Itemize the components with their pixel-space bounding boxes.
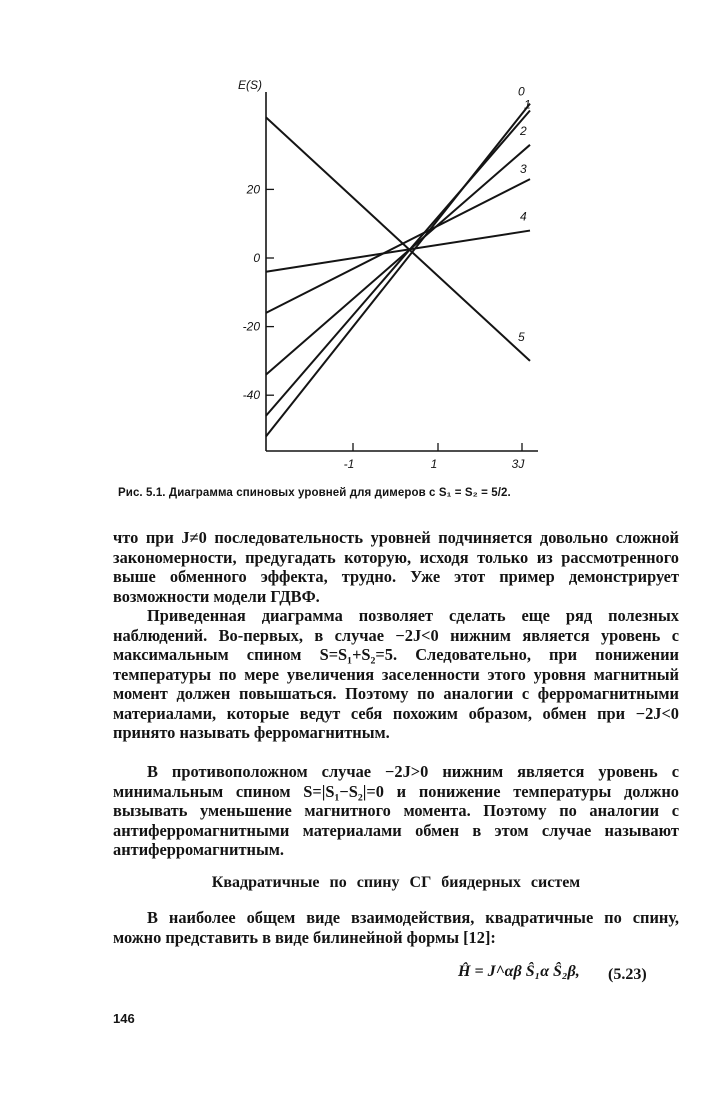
y-axis-label: E(S) (238, 78, 262, 92)
paragraph-3 (113, 762, 679, 860)
series-label-4: 4 (520, 209, 527, 224)
section-heading: Квадратичные по спину СГ биядерных систем (211, 874, 581, 891)
y-tick-label: -20 (242, 319, 260, 334)
paragraph-2 (113, 606, 679, 743)
equation-number: (5.23) (608, 966, 647, 983)
x-tick-label: 1 (430, 457, 438, 471)
paragraph-4 (113, 908, 679, 947)
y-tick-label: 0 (253, 251, 260, 265)
series-label-3: 3 (520, 162, 527, 177)
paragraph-1-text: что при J≠0 последовательность уровней подчиняется довольно сложной закономерности, предугадать которую, исходя только из рассмотренного выше обменного эффекта, трудно. Уже этот пример демонстрирует возможности модели ГДВФ. (113, 528, 679, 606)
paragraph-3-text: В противоположном случае −2J>0 нижним является уровень с минимальным спином S=|S₁−S₂|=0 и понижение температуры должно вызывать уменьшение магнитного момента. Поэтому по аналогии с антиферромагнитными материалами обмен в этом случае называют антиферромагнитным. (113, 762, 679, 859)
series-line-2 (266, 145, 530, 375)
figure-caption: Рис. 5.1. Диаграмма спиновых уровней для димеров с S₁ = S₂ = 5/2. (118, 487, 511, 499)
spin-level-diagram (200, 72, 560, 482)
series-line-3 (266, 179, 530, 313)
y-tick-label: -40 (242, 388, 260, 403)
x-tick-label: 3J (511, 457, 525, 471)
series-line-4 (266, 231, 530, 272)
chart-svg (200, 72, 560, 482)
series-label-5: 5 (518, 329, 525, 344)
formula-5-23: Ĥ = J^αβ Ŝ₁α Ŝ₂β, (458, 963, 580, 980)
series-label-2: 2 (520, 123, 527, 138)
series-label-1: 1 (524, 97, 531, 112)
y-tick-label: 20 (246, 182, 260, 197)
page-number: 146 (113, 1011, 135, 1026)
paragraph-2-text: Приведенная диаграмма позволяет сделать еще ряд полезных наблюдений. Во-первых, в случае −2J<0 нижним является уровень с максимальным спином S=S₁+S₂=5. Следовательно, при понижении температуры по мере увеличения заселенности этого уровня магнитный момент должен повышаться. Поэтому по аналогии с ферромагнитными материалами, которые ведут себя похожим образом, обмен при −2J<0 принято называть ферромагнитным. (113, 606, 679, 742)
x-tick-label: -1 (343, 457, 355, 471)
paragraph-4-text: В наиболее общем виде взаимодействия, квадратичные по спину, можно представить в виде билинейной формы [12]: (113, 908, 679, 947)
paragraph-1 (113, 528, 679, 606)
series-label-0: 0 (518, 84, 525, 99)
series-line-1 (266, 111, 530, 416)
